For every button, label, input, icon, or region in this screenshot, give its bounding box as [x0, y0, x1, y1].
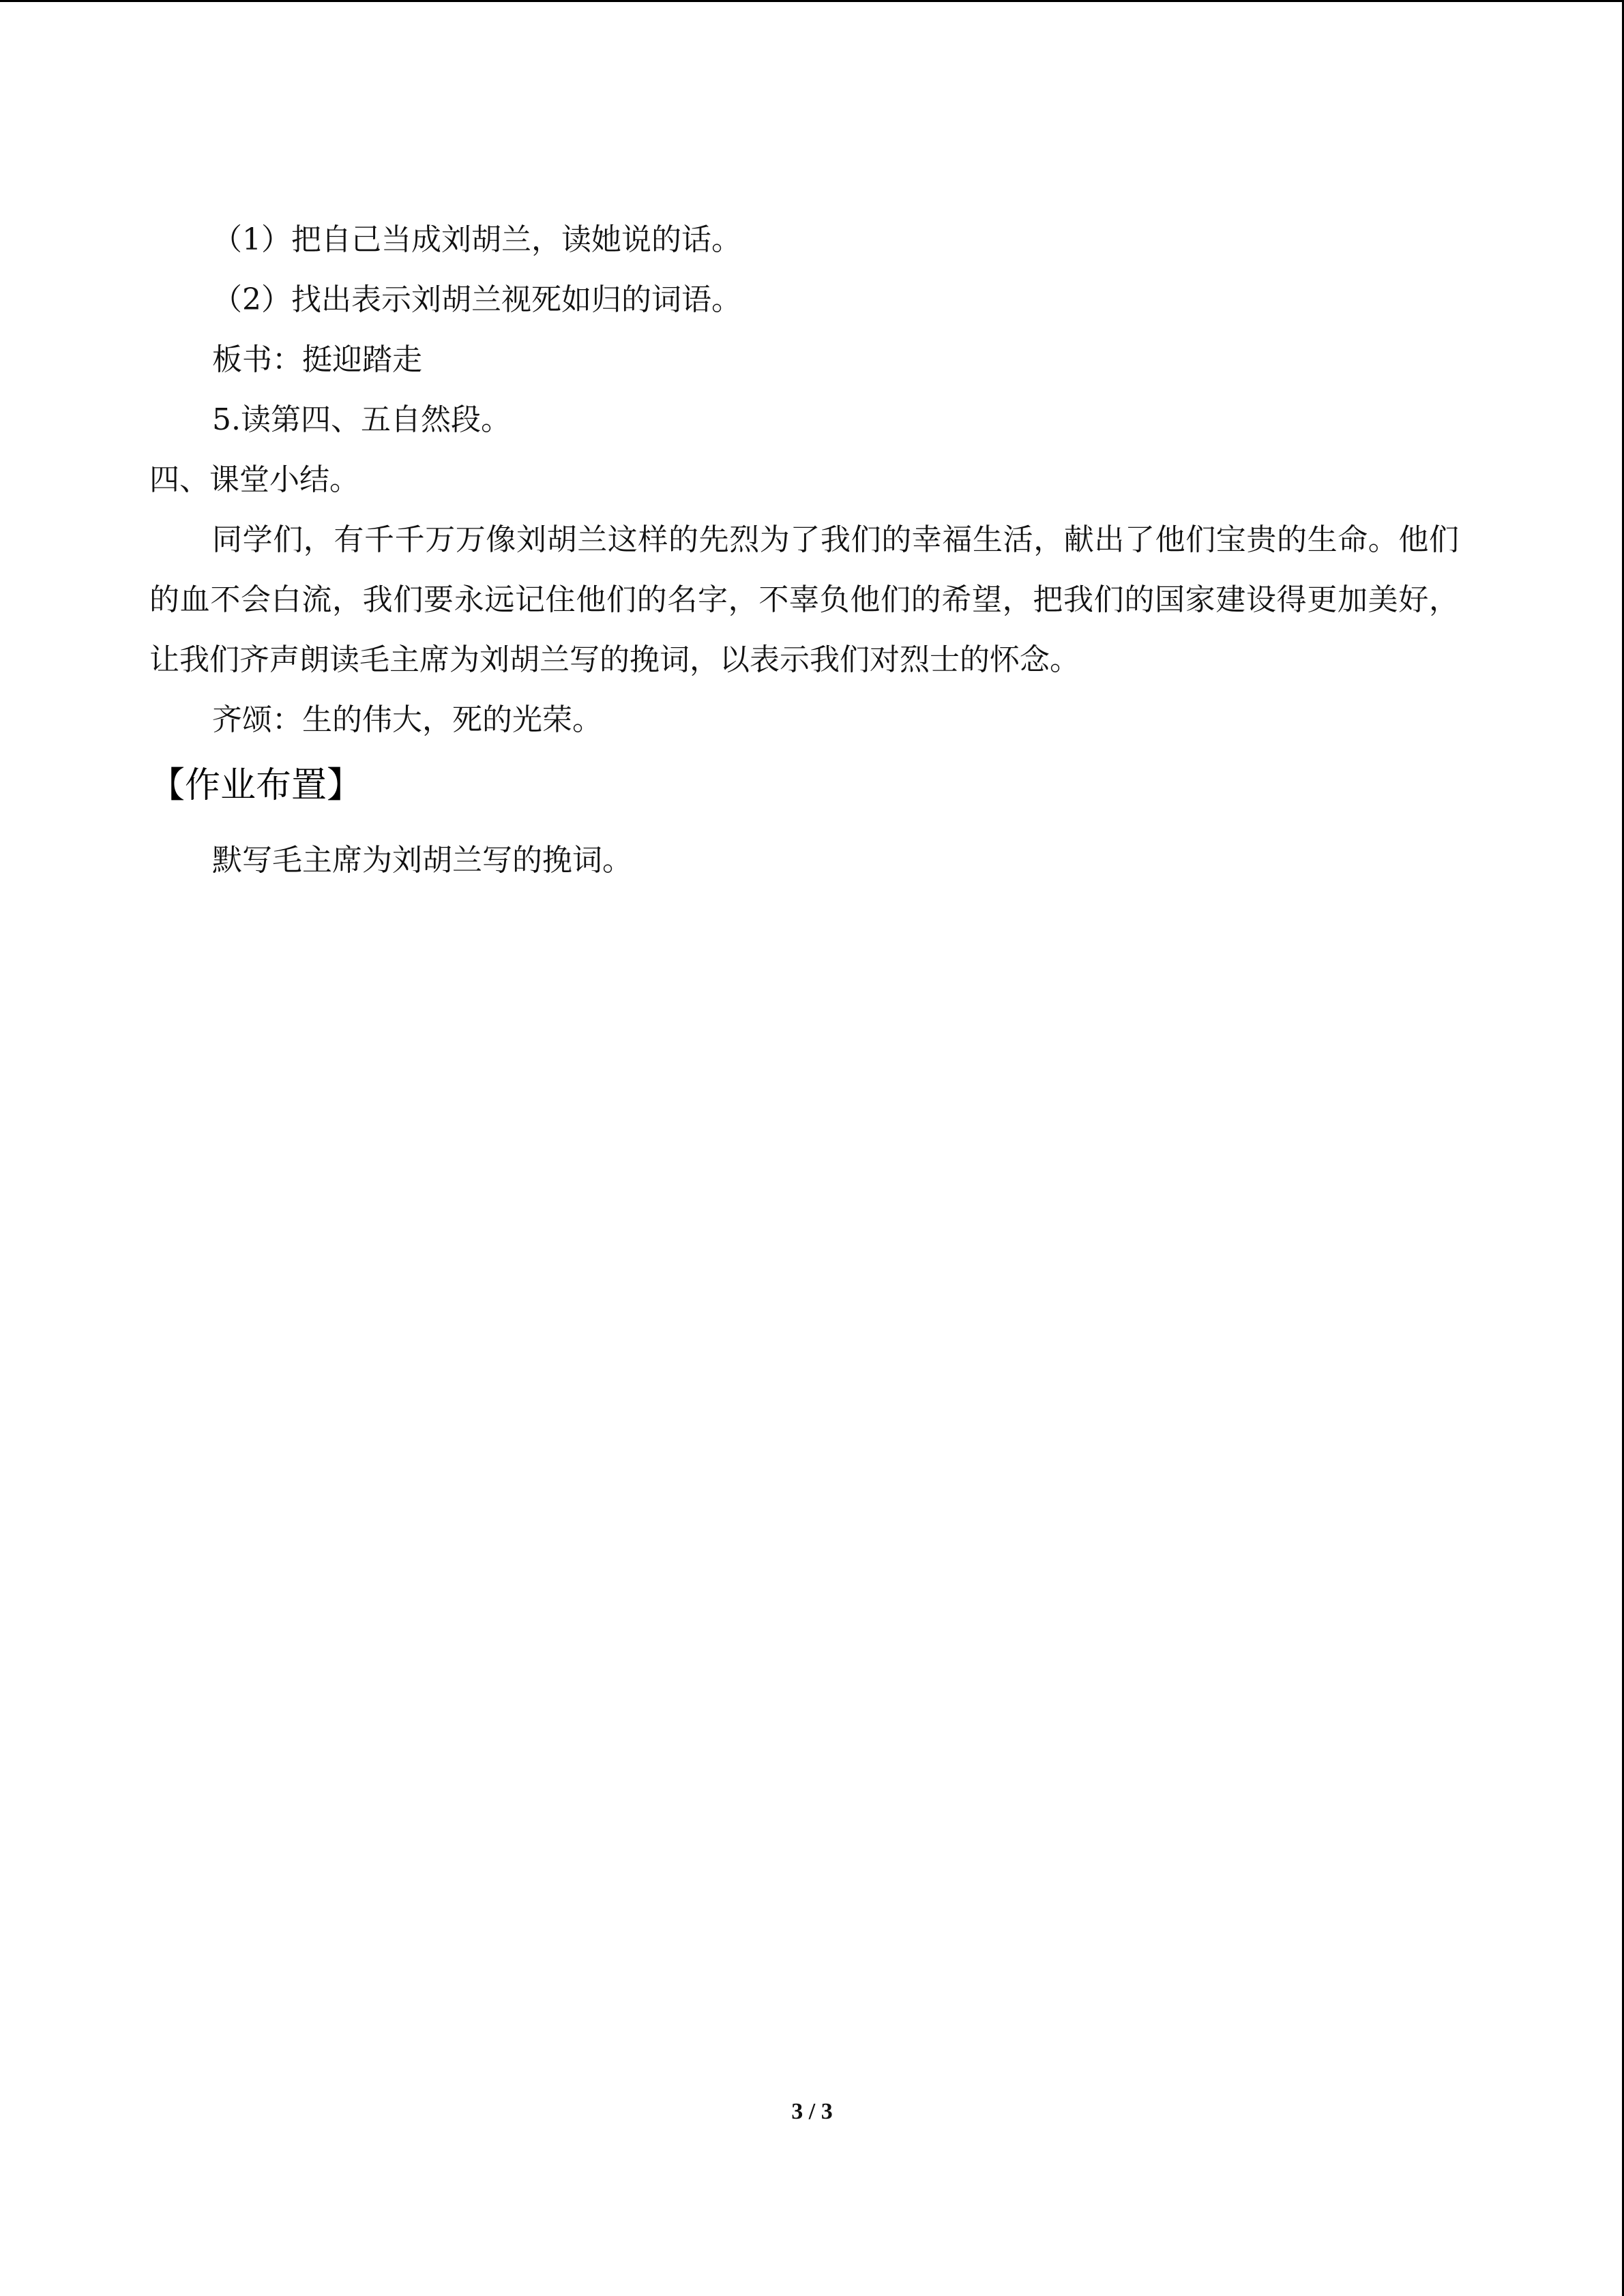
step-find-words-line: （2）找出表示刘胡兰视死如归的词语。 [212, 282, 741, 317]
step-five-line: 5.读第四、五自然段。 [212, 402, 511, 437]
section-four-heading: 四、课堂小结。 [149, 462, 359, 497]
page-number: 3 / 3 [791, 2099, 833, 2124]
document-body [149, 210, 1459, 891]
step-read-words-line: （1）把自己当成刘胡兰，读她说的话。 [212, 222, 741, 257]
chant-line: 齐颂：生的伟大，死的光荣。 [212, 702, 602, 737]
summary-paragraph: 同学们，有千千万万像刘胡兰这样的先烈为了我们的幸福生活，献出了他们宝贵的生命。他们的血不会白流，我们要永远记住他们的名字，不辜负他们的希望，把我们的国家建设得更加美好，让我们齐声朗读毛主席为刘胡兰写的挽词，以表示我们对烈士的怀念。 [149, 522, 1459, 677]
homework-heading: 【作业布置】 [149, 765, 363, 806]
homework-line: 默写毛主席为刘胡兰写的挽词。 [212, 843, 632, 878]
board-writing-line: 板书：挺迎踏走 [212, 342, 422, 377]
